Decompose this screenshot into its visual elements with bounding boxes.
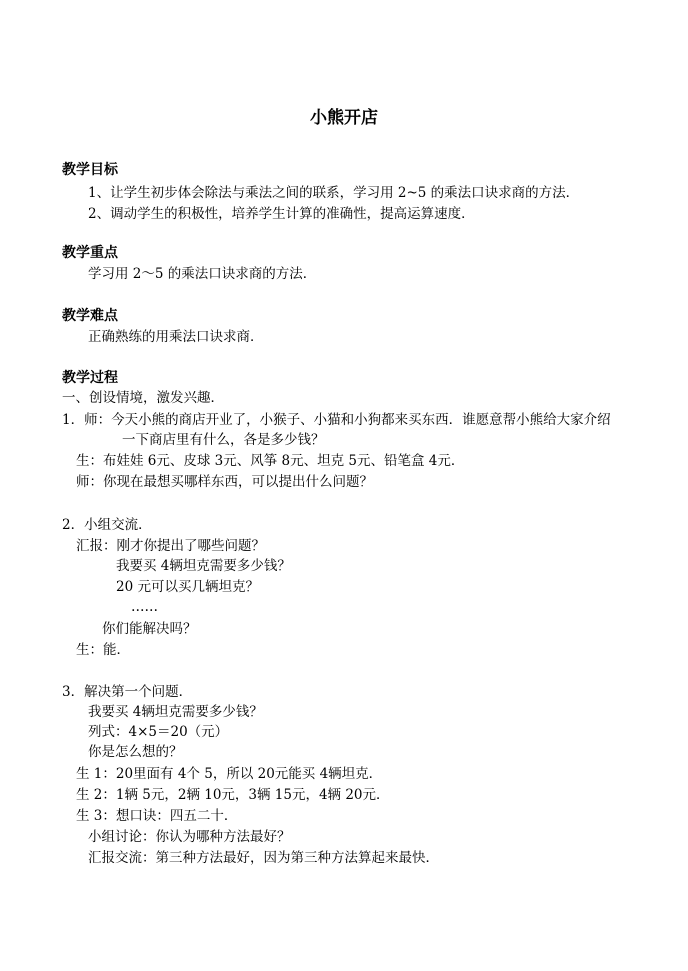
- difficulty-text: 正确熟练的用乘法口诀求商．: [88, 329, 264, 345]
- goals-item-2: 2、调动学生的积极性，培养学生计算的准确性，提高运算速度．: [88, 206, 475, 222]
- process-line: 生 3：想口诀：四五二十．: [76, 808, 238, 824]
- process-line: 生：能．: [76, 642, 130, 658]
- process-line: ……: [131, 599, 158, 615]
- process-line: 2．小组交流．: [62, 517, 152, 533]
- goals-heading: 教学目标: [62, 162, 118, 178]
- process-line: 小组讨论：你认为哪种方法最好？: [88, 829, 291, 845]
- process-line: 生 2：1辆 5元，2辆 10元，3辆 15元，4辆 20元．: [76, 787, 390, 803]
- process-line: 一、创设情境，激发兴趣．: [62, 390, 224, 406]
- process-line: 3．解决第一个问题．: [62, 684, 193, 700]
- process-line: 汇报：刚才你提出了哪些问题？: [76, 538, 265, 554]
- process-line: 生 1：20里面有 4个 5，所以 20元能买 4辆坦克．: [76, 766, 383, 782]
- goals-item-1: 1、让学生初步体会除法与乘法之间的联系，学习用 2~5 的乘法口诀求商的方法．: [88, 185, 580, 201]
- process-line: 20 元可以买几辆坦克？: [116, 579, 259, 595]
- process-line: 我要买 4辆坦克需要多少钱？: [88, 704, 263, 720]
- process-line: 师：你现在最想买哪样东西，可以提出什么问题？: [76, 474, 373, 490]
- process-line: 你们能解决吗？: [102, 621, 197, 637]
- key-point-heading: 教学重点: [62, 245, 118, 261]
- process-line: 汇报交流：第三种方法最好，因为第三种方法算起来最快．: [88, 850, 439, 866]
- process-line: 你是怎么想的？: [88, 744, 183, 760]
- process-line: 列式：4×5＝20（元）: [88, 724, 229, 740]
- process-line: 生：布娃娃 6元、皮球 3元、风筝 8元、坦克 5元、铅笔盒 4元．: [76, 453, 465, 469]
- difficulty-heading: 教学难点: [62, 308, 118, 324]
- process-line: 1．师：今天小熊的商店开业了，小猴子、小猫和小狗都来买东西．谁愿意帮小熊给大家介绍: [62, 412, 611, 428]
- process-heading: 教学过程: [62, 370, 118, 386]
- document-title: 小熊开店: [310, 108, 378, 128]
- process-line: 我要买 4辆坦克需要多少钱？: [116, 558, 291, 574]
- key-point-text: 学习用 2～5 的乘法口诀求商的方法．: [88, 266, 317, 282]
- process-line: 一下商店里有什么，各是多少钱？: [122, 432, 325, 448]
